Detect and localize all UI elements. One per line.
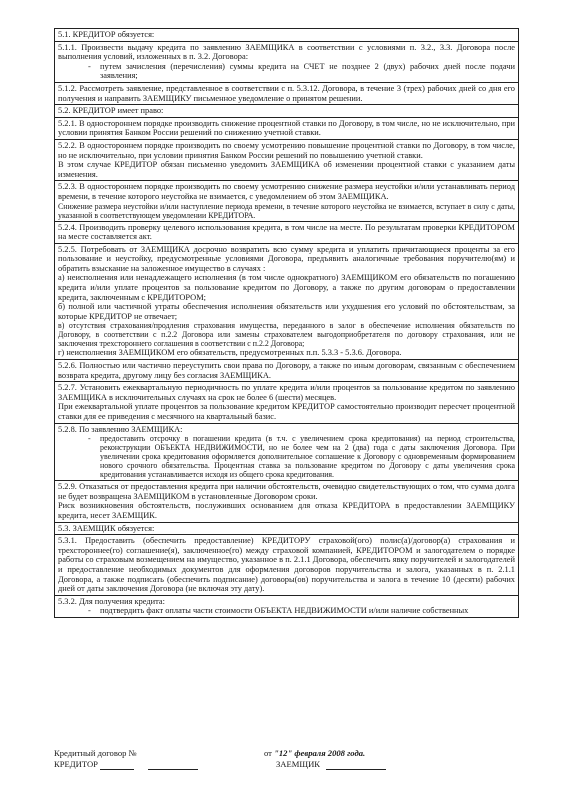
clause-cell [55,535,519,596]
clause-list [58,606,515,616]
creditor-signature-line [100,761,134,770]
clause-row-5-3-1 [55,535,519,596]
clause-paragraph: 5.3. ЗАЕМЩИК обязуется: [58,523,155,533]
clause-paragraph: 5.2.3. В одностороннем порядке производить по своему усмотрению снижение размера неустойки и/или устанавливать период времени, в течение которого неустойка не взимается, с уведомлением об этом ЗАЕМЩИКА. [58,182,515,201]
footer-row-contract [54,748,519,759]
clause-cell [55,82,519,104]
clause-paragraph: 5.3.1. Предоставить (обеспечить предоставление) КРЕДИТОРУ страховой(ого) полис(а)/договор(а) страхования и трехстороннее(го) соглашение(я), заключенное(го) между страховой компанией, КРЕДИТОРОМ и залогодателем о порядке работы со страховым возмещением на имущество, указанное в п. 2.1.1 Договора, обеспечить явку поручителей и залогодателей и предоставление необходимых документов для оформления договоров поручительства и залога, указанных в п. 2.1.1 Договора, а также подписать (обеспечить подписание) договоры(ов) поручительства и залога в течение 10 (десяти) рабочих дней от даты заключения Договора (не включая эту дату). [58,536,515,594]
clause-paragraph: 5.1.1. Произвести выдачу кредита по заявлению ЗАЕМЩИКА в соответствии с условиями п. 3.2., 3.3. Договора после выполнения условий, изложенных в п. 3.2. Договора: [58,42,515,62]
clause-list [58,434,515,479]
clause-cell [55,117,519,139]
clause-cell [55,382,519,423]
clause-row-5-2-7 [55,382,519,423]
clause-row-5-2-5 [55,243,519,359]
clause-paragraph: 5.2.7. Установить ежеквартальную периодичность по уплате кредита и/или процентов за пользование кредитом по заявлению ЗАЕМЩИКА в исключительных случаях на срок не более 6 (шести) месяцев. [58,383,515,402]
clause-row-5-2-6 [55,360,519,382]
clause-paragraph: а) неисполнения или ненадлежащего исполнения (в том числе однократного) ЗАЕМЩИКОМ его обязательств по погашению кредита и/или уплате процентов за пользование кредитом по Договору, а также по другим договорам о предоставлении кредита, заключенным с КРЕДИТОРОМ; [58,273,515,302]
date-value: "12" февраля 2008 года. [274,748,366,758]
clause-cell [55,139,519,180]
clause-paragraph: 5.1.2. Рассмотреть заявление, представленное в соответствии с п. 5.3.12. Договора, в течение 3 (трех) рабочих дней со дня его получения и направить ЗАЕМЩИКУ письменное уведомление о принятом решении. [58,83,515,103]
clause-list [58,62,515,81]
clause-cell [55,243,519,359]
clause-cell [55,29,519,42]
clause-cell [55,41,519,82]
clause-paragraph: б) полной или частичной утраты обеспечения исполнения обязательств или ухудшения его условий по обстоятельствам, за которые КРЕДИТОР не отвечает; [58,302,515,321]
clause-row-5-3-title [55,522,519,535]
date-prefix: от [264,748,272,758]
clause-paragraph: 5.1. КРЕДИТОР обязуется: [58,30,155,39]
clause-row-5-1-1 [55,41,519,82]
creditor-label: КРЕДИТОР [54,759,98,769]
clause-row-5-2-1 [55,117,519,139]
clause-row-5-2-2 [55,139,519,180]
clause-paragraph: 5.2. КРЕДИТОР имеет право: [58,106,164,116]
footer-row-signatures [54,759,519,770]
clause-row-5-2-title [55,105,519,118]
clause-cell [55,221,519,243]
clause-cell [55,595,519,617]
borrower-label: ЗАЕМЩИК [276,759,321,769]
clause-cell [55,481,519,522]
clause-cell [55,522,519,535]
clause-paragraph: 5.2.5. Потребовать от ЗАЕМЩИКА досрочно возвратить всю сумму кредита и уплатить причитающиеся проценты за его пользование и неустойку, предусмотренные условиями Договора, предъявить аналогичные требования поручителю(ям) и обратить взыскание на заложенное имущество в случаях : [58,244,515,273]
contract-number-label: Кредитный договор № [54,748,137,758]
clause-paragraph: При ежеквартальной уплате процентов за пользование кредитом КРЕДИТОР самостоятельно производит пересчет процентной ставки для ее приведения с месячного на квартальный базис. [58,402,515,421]
clause-row-5-2-3 [55,181,519,221]
clause-paragraph: Риск возникновения обстоятельств, послуживших основанием для отказа КРЕДИТОРА в предоставлении ЗАЕМЩИКУ кредита, несет ЗАЕМЩИК. [58,501,515,520]
clause-list-item: - путем зачисления (перечисления) суммы кредита на СЧЕТ не позднее 2 (двух) рабочих дней после подачи заявления; [88,62,515,81]
contract-table [54,28,519,618]
contract-body [55,29,519,618]
page-footer [54,748,519,770]
clause-paragraph: в) отсутствия страхования/продления страхования имущества, переданного в залог в обеспечение исполнения обязательств по Договору, в соответствии с п.2.2 Договора или замены страхователем выгодоприобретателя по договору страхования, или не заключения трехстороннего соглашения в соответствии с п.2.2 Договора; [58,321,515,349]
borrower-signature-line [326,761,386,770]
clause-paragraph: 5.2.1. В одностороннем порядке производить снижение процентной ставки по Договору, в том числе, но не исключительно, при условии принятия Банком России решений по снижению учетной ставки. [58,118,515,138]
clause-row-5-2-4 [55,221,519,243]
clause-paragraph: г) неисполнения ЗАЕМЩИКОМ его обязательств, предусмотренных п.п. 5.3.3 - 5.3.6. Договора. [58,348,402,358]
clause-paragraph: 5.2.6. Полностью или частично переуступить свои права по Договору, а также по иным договорам, связанным с обеспечением возврата кредита, другому лицу без согласия ЗАЕМЩИКА. [58,361,515,380]
clause-paragraph: 5.2.9. Отказаться от предоставления кредита при наличии обстоятельств, очевидно свидетельствующих о том, что сумма долга не будет возвращена ЗАЕМЩИКОМ в установленные Договором сроки. [58,482,515,501]
clause-paragraph: 5.2.8. По заявлению ЗАЕМЩИКА: [58,424,183,434]
clause-paragraph: 5.3.2. Для получения кредита: [58,596,165,606]
clause-paragraph: 5.2.4. Производить проверку целевого использования кредита, в том числе на месте. По результатам проверки КРЕДИТОРОМ на месте составляется акт. [58,222,515,242]
borrower-signature-block [276,759,386,770]
clause-list-item: - предоставить отсрочку в погашении кредита (в т.ч. с увеличением срока кредитования) на период строительства, реконструкции ОБЪЕКТА НЕДВИЖИМОСТИ, но не более чем на 2 (два) года с даты заключения Договора. При увеличении срока кредитования оформляется дополнительное соглашение к Договору с одновременным формированием нового срочного обязательства. Процентная ставка за пользование кредитом по Договору с даты увеличения срока кредитования устанавливается исходя из общего срока кредитования. [88,434,515,479]
clause-row-5-1-title [55,29,519,42]
clause-paragraph: 5.2.2. В одностороннем порядке производить по своему усмотрению повышение процентной ставки по Договору, в том числе, но не исключительно, при условии принятия Банком России решений по повышению учетной ставки. [58,140,515,160]
clause-cell [55,181,519,221]
clause-paragraph: Снижение размера неустойки и/или наступление периода времени, в течение которого неустойка не взимается, вступает в силу с даты, указанной в соответствующем уведомлении КРЕДИТОРА. [58,201,515,220]
clause-row-5-3-2 [55,595,519,617]
clause-cell [55,360,519,382]
clause-cell [55,105,519,118]
clause-row-5-1-2 [55,82,519,104]
clause-paragraph: В этом случае КРЕДИТОР обязан письменно уведомить ЗАЕМЩИКА об изменении процентной ставки с указанием даты изменения. [58,160,515,179]
clause-cell [55,423,519,481]
creditor-name-line [148,761,198,770]
clause-row-5-2-9 [55,481,519,522]
clause-list-item: - подтвердить факт оплаты части стоимости ОБЪЕКТА НЕДВИЖИМОСТИ и/или наличие собственных [88,606,515,616]
clause-row-5-2-8 [55,423,519,481]
contract-date [264,748,365,759]
